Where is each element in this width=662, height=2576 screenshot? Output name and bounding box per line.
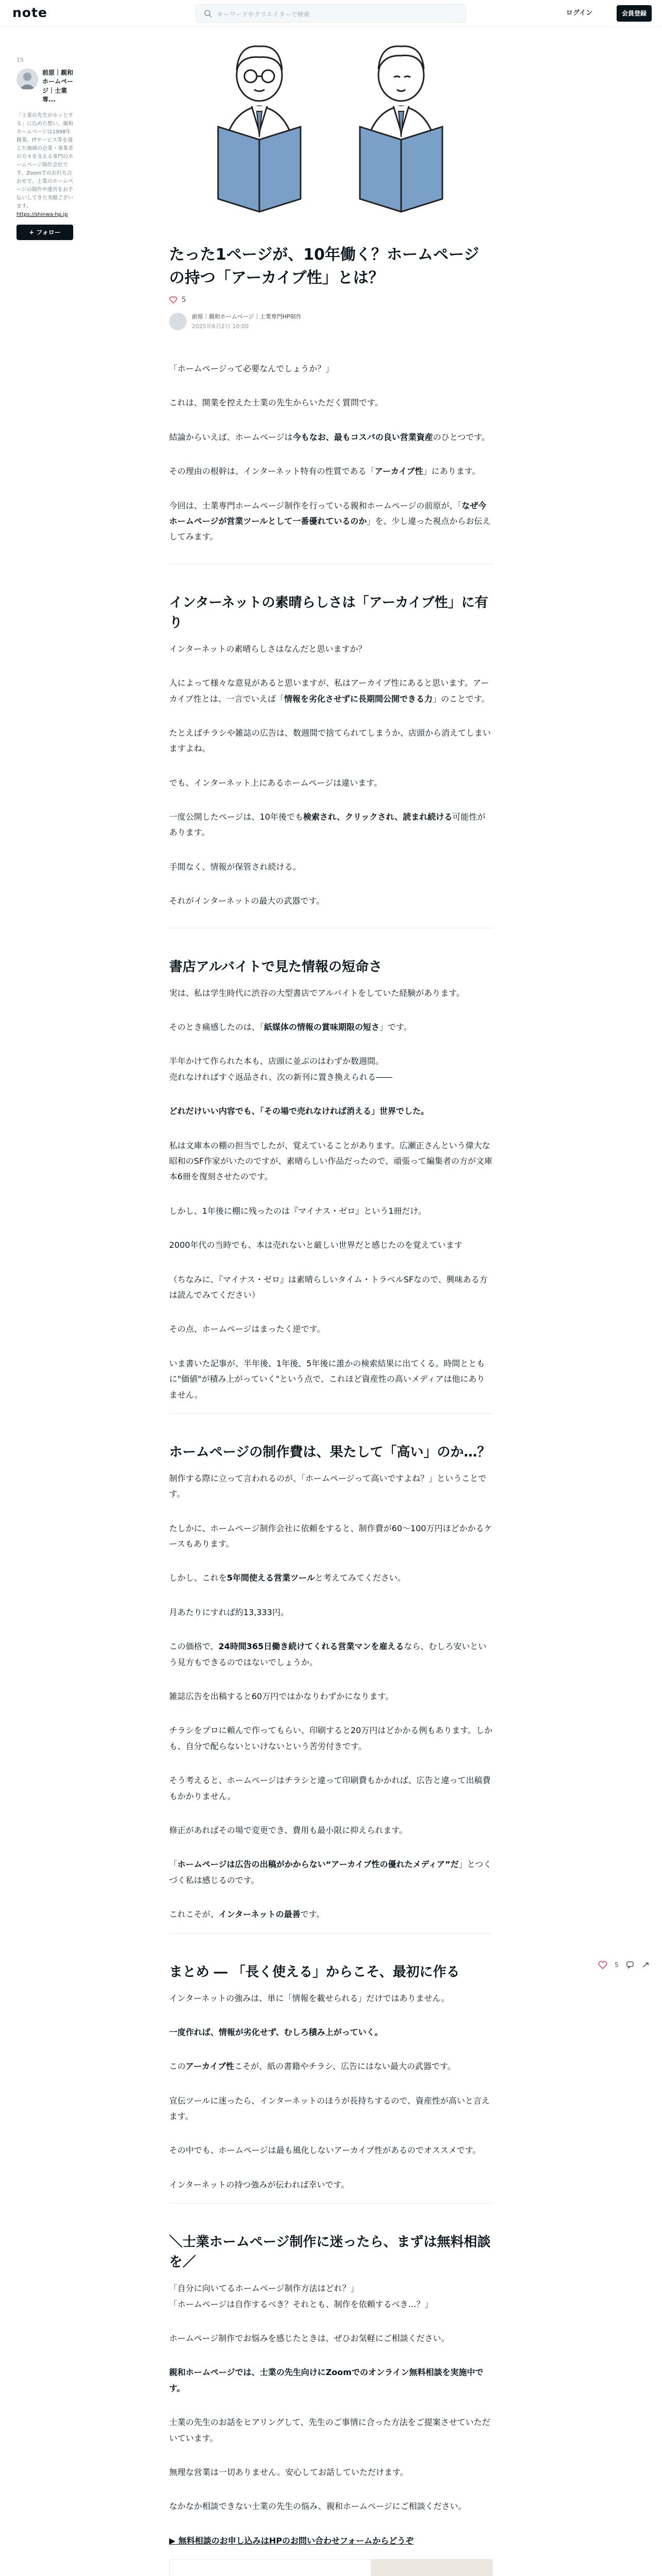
like-count: 5 [181, 296, 186, 304]
paragraph: しかし、1年後に棚に残ったのは『マイナス・ゼロ』という1冊だけ。 [169, 1206, 426, 1216]
paragraph: たしかに、ホームページ制作会社に依頼をすると、制作費が60〜100万円ほどかかるケースもあります。 [169, 1523, 492, 1549]
paragraph: 結論からいえば、ホームページは今もなお、最もコスパの良い営業資産のひとつです。 [169, 432, 490, 442]
paragraph: しかし、これを5年間使える営業ツールと考えてみてください。 [169, 1573, 406, 1583]
paragraph: これは、開業を控えた士業の先生からいただく質問です。 [169, 398, 383, 408]
author-name[interactable]: 前原｜親和ホームページ｜士業専門HP制作 [192, 313, 302, 320]
section-heading: 書店アルバイトで見た情報の短命さ [169, 959, 383, 975]
paragraph: 士業の先生のお話をヒアリングして、先生のご事情に合った方法をご提案させていただいています。 [169, 2417, 490, 2443]
follow-button[interactable] [16, 225, 73, 240]
paragraph: その点、ホームページはまったく逆です。 [169, 1324, 325, 1334]
paragraph: 無理な営業は一切ありません。安心してお話していただけます。 [169, 2467, 408, 2477]
hero-illustration [169, 29, 493, 219]
heart-icon[interactable] [169, 296, 177, 303]
consultation-photo [371, 2560, 492, 2576]
comment-icon[interactable] [626, 1961, 634, 1969]
paragraph: 親和ホームページでは、士業の先生向けにZoomでのオンライン無料相談を実施中です。 [169, 2367, 484, 2393]
creator-sidebar [16, 57, 74, 240]
search-icon [204, 9, 213, 19]
paragraph: このアーカイブ性こそが、紙の書籍やチラシ、広告にはない最大の武器です。 [169, 2061, 456, 2072]
section-heading: まとめ ― 「長く使える」からこそ、最初に作る [169, 1964, 460, 1980]
signup-button[interactable]: 会員登録 [617, 5, 652, 22]
share-icon[interactable] [641, 1961, 650, 1969]
article-main [169, 29, 493, 2576]
floating-actions [598, 1961, 650, 1969]
paragraph: 雑誌広告を出稿すると60万円ではかなりわずかになります。 [169, 1691, 394, 1702]
paragraph: いま書いた記事が、半年後、1年後、5年後に誰かの検索結果に出てくる。時間とともに"価値"が積み上がっていく"という点で、これほど資産性の高いメディアは他にありません。 [169, 1358, 485, 1400]
cta-link[interactable]: ▶ 無料相談のお申し込みはHPのお問い合わせフォームからどうぞ [169, 2535, 414, 2546]
paragraph: インターネットの素晴らしさはなんだと思いますか？ [169, 643, 367, 654]
contact-embed-card[interactable] [169, 2559, 493, 2576]
paragraph: その中でも、ホームページは最も風化しないアーカイブ性があるのでオススメです。 [169, 2145, 481, 2156]
paragraph: ホームページ制作でお悩みを感じたときは、ぜひお気軽にご相談ください。 [169, 2333, 450, 2344]
paragraph: 半年かけて作られた本も、店頭に並ぶのはわずか数週間。 売れなければすぐ返品され、次の新刊に置き換えられる―― [169, 1056, 392, 1082]
section-divider [169, 1933, 493, 1934]
paragraph: でも、インターネット上にあるホームページは違います。 [169, 777, 382, 788]
paragraph: これこそが、インターネットの最善です。 [169, 1909, 325, 1920]
embed-thumbnail [371, 2560, 492, 2576]
paragraph: そう考えると、ホームページはチラシと違って印刷費もかかれば、広告と違って出稿費もかかりません。 [169, 1775, 491, 1801]
paragraph: どれだけいい内容でも、「その場で売れなければ消える」世界でした。 [169, 1106, 429, 1116]
paragraph: なかなか相談できない士業の先生の悩み、親和ホームページにご相談ください。 [169, 2501, 467, 2512]
section-heading: ホームページの制作費は、果たして「高い」のか…？ [169, 1444, 491, 1460]
author-block [169, 312, 493, 330]
author-avatar[interactable] [169, 313, 187, 330]
login-link[interactable]: ログイン [566, 9, 593, 17]
article-title: たった1ページが、10年働く？ホームページの持つ「アーカイブ性」とは？ [169, 246, 479, 287]
paragraph: （ちなみに、『マイナス・ゼロ』は素晴らしいタイム・トラベルSFなので、興味ある方は読んでみてください） [169, 1274, 488, 1300]
paragraph: 2000年代の当時でも、本は売れないと厳しい世界だと感じたのを覚えています [169, 1240, 462, 1250]
paragraph: 人によって様々な意見があると思いますが、私はアーカイブ性にあると思います。アーカイブ性とは、一言でいえば「情報を劣化させずに長期間公開できる力」のことです。 [169, 678, 490, 704]
person-icon [16, 69, 38, 90]
section-divider [169, 2203, 493, 2204]
paragraph: 月あたりにすれば約13,333円。 [169, 1607, 289, 1617]
paragraph: そのとき痛感したのは、「紙媒体の情報の賞味期限の短さ」です。 [169, 1022, 412, 1032]
section-heading: インターネットの素晴らしさは「アーカイブ性」に有り [169, 595, 488, 631]
creator-description: 「士業の先生がホッとする」に込めた想い。親和ホームページは1998年創業。ITサービス等を通じた地域の企業・事業者の方々を支える専門のホームページ制作会社です。Zoomでのお打ち合わせで、士業のホームページの制作や運営をお手伝いしてきた実績ございます。 [16, 112, 73, 209]
paragraph: その理由の根幹は、インターネット特有の性質である「アーカイブ性」にあります。 [169, 466, 481, 477]
paragraph: 手間なく、情報が保管され続ける。 [169, 861, 301, 872]
sidebar-count: 15 [16, 57, 24, 63]
follow-label: フォロー [36, 229, 61, 236]
paragraph: 一度作れば、情報が劣化せず、むしろ積み上がっていく。 [169, 2027, 383, 2037]
paragraph: チラシをプロに頼んで作ってもらい、印刷すると20万円はどかかる例もあります。しかも、自分で配らないといけないという苦労付きです。 [169, 1725, 493, 1751]
publish-date: 2025年6月2日 10:00 [192, 323, 249, 330]
paragraph: 私は文庫本の棚の担当でしたが、覚えていることがあります。広瀬正さんという偉大な昭和のSF作家がいたのですが、素晴らしい作品だったので、頑張って編集者の方が文庫本6冊を復刻させたのです。 [169, 1140, 493, 1182]
paragraph: たとえばチラシや雑誌の広告は、数週間で捨てられてしまうか、店頭から消えてしまいますよね。 [169, 727, 491, 754]
heart-icon[interactable] [598, 1961, 607, 1969]
paragraph: 「ホームページは広告の出稿がかからない“アーカイブ性の優れたメディア”だ」とつくづく私は感じるのです。 [169, 1859, 492, 1885]
paragraph: インターネットの強みは、単に「情報を載せられる」だけではありません。 [169, 1993, 450, 2003]
creator-website-link[interactable]: https://shinwa-hp.jp [16, 211, 68, 217]
paragraph: それがインターネットの最大の武器です。 [169, 896, 325, 906]
paragraph: 宣伝ツールに迷ったら、インターネットのほうが長持ちするので、資産性が高いと言えます。 [169, 2095, 490, 2122]
like-row [169, 296, 493, 304]
floating-like-count: 5 [615, 1961, 619, 1969]
two-readers-illustration [169, 29, 493, 219]
paragraph: 制作する際に立って言われるのが、「ホームページって高いですよね？」ということです。 [169, 1473, 487, 1499]
search-box[interactable] [196, 4, 466, 23]
plus-icon: + [29, 228, 35, 236]
note-logo[interactable]: note [12, 5, 47, 20]
paragraph: 「自分に向いてるホームページ制作方法はどれ？」 「ホームページは自作するべき？それとも、制作を依頼するべき…？」 [169, 2283, 433, 2309]
creator-avatar[interactable] [16, 69, 38, 90]
paragraph: この価格で、24時間365日働き続けてくれる営業マンを雇えるなら、むしろ安いという見方もできるのではないでしょうか。 [169, 1641, 487, 1667]
article-body [169, 361, 493, 2576]
search-placeholder: キーワードやクリエイターで検索 [217, 11, 310, 18]
top-header [0, 0, 662, 27]
section-heading: ＼士業ホームページ制作に迷ったら、まずは無料相談を／ [169, 2234, 491, 2270]
paragraph: インターネットの持つ強みが伝われば幸いです。 [169, 2179, 350, 2190]
paragraph: 今回は、士業専門ホームページ制作を行っている親和ホームページの前原が、「なぜ今ホームページが営業ツールとして一番優れているのか」を、少し違った視点からお伝えしてみます。 [169, 500, 491, 542]
paragraph: 修正があればその場で変更でき、費用も最小限に抑えられます。 [169, 1825, 408, 1835]
paragraph: 一度公開したページは、10年後でも検索され、クリックされ、読まれ続ける可能性があります。 [169, 812, 486, 838]
section-divider [169, 1413, 493, 1414]
paragraph: 「ホームページって必要なんでしょうか？」 [169, 364, 334, 374]
creator-name[interactable]: 前原｜親和ホームページ｜士業専... [42, 69, 74, 104]
paragraph: 実は、私は学生時代に渋谷の大型書店でアルバイトをしていた経験があります。 [169, 988, 465, 998]
